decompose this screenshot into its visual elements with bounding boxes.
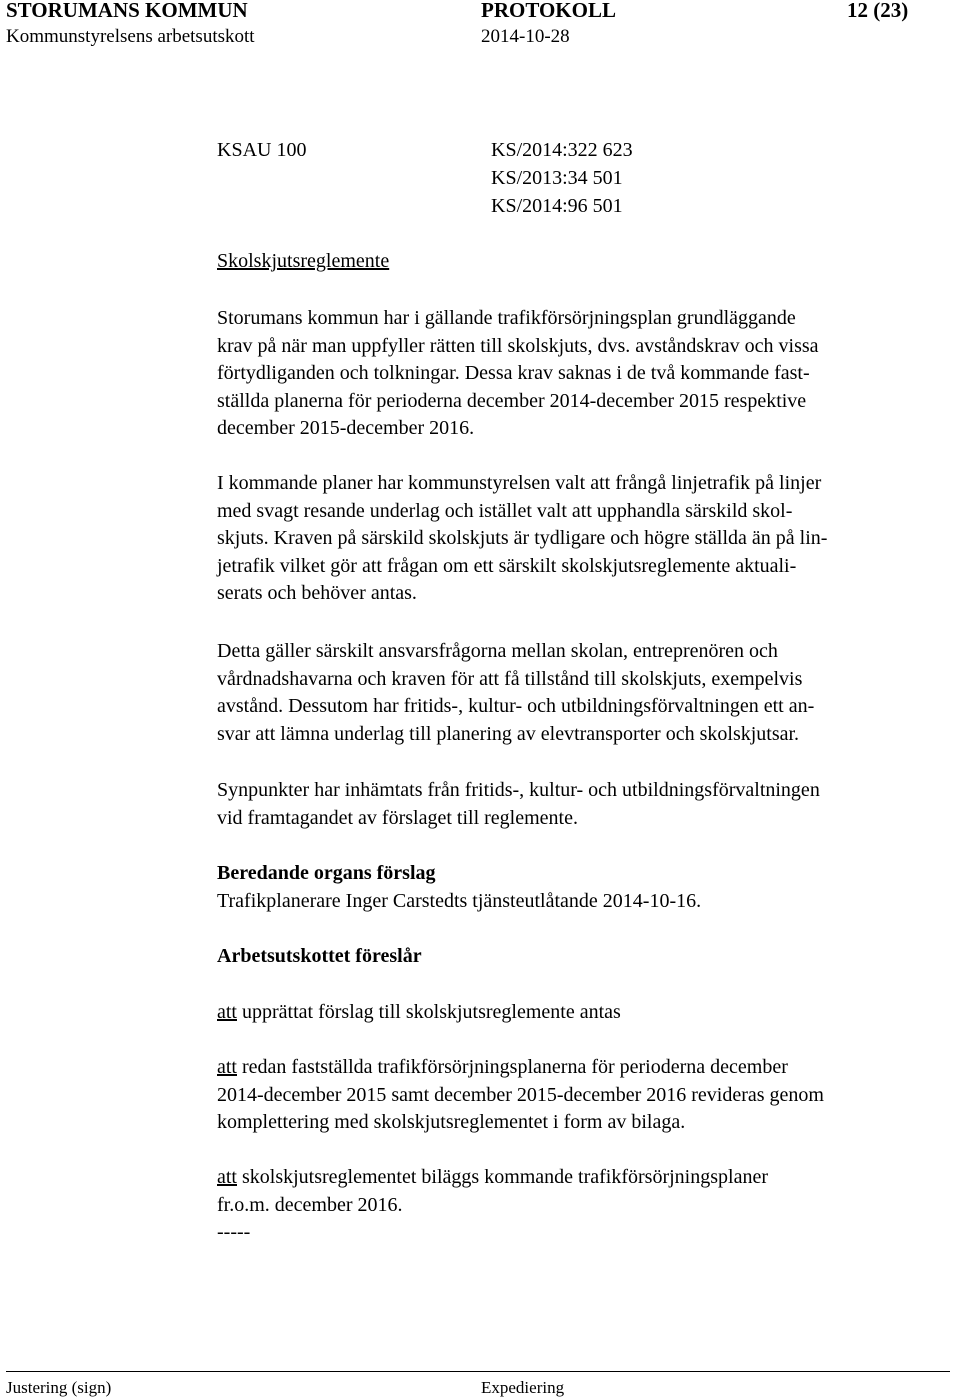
- proposal-text: upprättat förslag till skolskjutsreglemente antas: [237, 1001, 621, 1023]
- proposal-text: fr.o.m. december 2016.: [217, 1193, 403, 1216]
- text-line: ställda planerna för perioderna december 2014-december 2015 respektive: [217, 389, 807, 412]
- text-line: Storumans kommun har i gällande trafikförsörjningsplan grundläggande: [217, 307, 796, 329]
- paragraph: [217, 777, 820, 832]
- att-keyword: att: [217, 1166, 237, 1188]
- text-line: Detta gäller särskilt ansvarsfrågorna mellan skolan, entreprenören och: [217, 640, 778, 662]
- text-line: december 2015-december 2016.: [217, 417, 475, 439]
- page-number: 12 (23): [847, 0, 909, 22]
- text-line: vårdnadshavarna och kraven för att få tillstånd till skolskjuts, exempelvis: [217, 667, 803, 690]
- text-line: förtydliganden och tolkningar. Dessa krav saknas i de två kommande fast-: [217, 362, 810, 384]
- section-heading: Arbetsutskottet föreslår: [217, 945, 422, 967]
- section-heading: Beredande organs förslag: [217, 862, 436, 884]
- item-title: Skolskjutsreglemente: [217, 250, 390, 272]
- att-keyword: att: [217, 1001, 237, 1023]
- text-line: Synpunkter har inhämtats från fritids-, kultur- och utbildningsförvaltningen: [217, 779, 820, 801]
- document-type: PROTOKOLL: [481, 0, 616, 22]
- proposal-text: komplettering med skolskjutsreglementet i form av bilaga.: [217, 1111, 686, 1133]
- text-line: krav på när man uppfyller rätten till skolskjuts, dvs. avståndskrav och vissa: [217, 334, 819, 357]
- justering-label: Justering (sign): [6, 1378, 112, 1397]
- proposal-text: 2014-december 2015 samt december 2015-december 2016 revideras genom: [217, 1083, 824, 1106]
- text-line: I kommande planer har kommunstyrelsen valt att frångå linjetrafik på linjer: [217, 472, 822, 494]
- proposal-item: [217, 1054, 824, 1137]
- proposal-text: redan fastställda trafikförsörjningsplanerna för perioderna december: [237, 1056, 788, 1078]
- case-ref: KS/2013:34 501: [491, 167, 623, 189]
- text-line: skjuts. Kraven på särskild skolskjuts är tydligare och högre ställda än på lin-: [217, 527, 828, 549]
- text-line: svar att lämna underlag till planering av elevtransporter och skolskjutsar.: [217, 722, 800, 745]
- att-keyword: att: [217, 1056, 237, 1078]
- expediering-label: Expediering: [481, 1378, 565, 1397]
- section-number: KSAU 100: [217, 139, 307, 161]
- text-line: Trafikplanerare Inger Carstedts tjänsteutlåtande 2014-10-16.: [217, 889, 702, 912]
- footer-rule: [6, 1371, 950, 1372]
- paragraph: [217, 638, 814, 748]
- text-line: serats och behöver antas.: [217, 582, 417, 604]
- paragraph: [217, 305, 819, 443]
- case-ref: KS/2014:96 501: [491, 195, 623, 217]
- paragraph: [217, 470, 827, 608]
- text-line: jetrafik vilket gör att frågan om ett särskilt skolskjutsreglemente aktuali-: [217, 554, 797, 577]
- case-ref: KS/2014:322 623: [491, 139, 633, 161]
- text-line: med svagt resande underlag och istället valt att upphandla särskild skol-: [217, 499, 793, 522]
- end-mark: -----: [217, 1221, 251, 1243]
- proposal-item: [217, 999, 621, 1027]
- committee-name: Kommunstyrelsens arbetsutskott: [6, 26, 255, 47]
- proposal-item: [217, 1164, 768, 1247]
- meeting-date: 2014-10-28: [481, 26, 570, 47]
- preparing-section: [217, 860, 701, 915]
- proposal-text: skolskjutsreglementet biläggs kommande trafikförsörjningsplaner: [237, 1166, 768, 1188]
- text-line: avstånd. Dessutom har fritids-, kultur- och utbildningsförvaltningen ett an-: [217, 695, 815, 717]
- text-line: vid framtagandet av förslaget till reglemente.: [217, 806, 578, 829]
- organization-name: STORUMANS KOMMUN: [6, 0, 248, 22]
